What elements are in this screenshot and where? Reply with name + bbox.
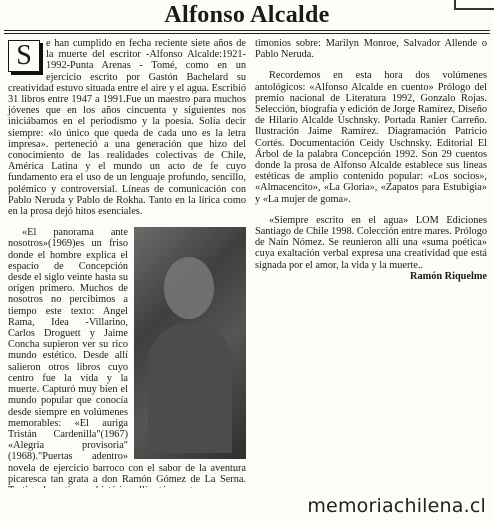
title-rule-bottom — [4, 33, 490, 34]
portrait-image — [134, 227, 246, 459]
author-byline: Ramón Riquelme — [410, 270, 487, 282]
portrait-photo — [134, 227, 246, 459]
paragraph-antologias: Recordemos en esta hora dos volúmenes antológicos: «Alfonso Alcalde en cuento» Prólogo del premio nacional de Literatura 1992, Gonzalo Rojas. Selección, biografía y edición de Jorge Ramírez, Diseño de Hilario Alcalde Uschnsky. Portada Ranier Carreño. Ilustración Jaime Ramírez. Diagramación Patricio Cortés. Documentación Ceidy Uschnsky. Editorial El Árbol de la palabra Concepción 1992. Son 29 cuentos donde la prosa de Alfonso Alcalde establece sus líneas estéticas de amplio contenido popular: «Los socios», «Almacencito», «La Gloria», «Zapatos para Estubigia» y «La mujer de goma». — [255, 70, 487, 205]
paragraph-intro-text: e han cumplido en fecha reciente siete años de la muerte del escritor -Alfonso Alcalde:1921-1992-Punta Arenas - Tomé, como en un ejercicio escrito por Gastón Bachelard su creatividad estuvo situada entre el aire y el agua. Escribió 31 libros entre 1947 a 1991.Fue un maestro para muchos jóvenes que en los años cincuenta y siguientes nos iniciábamos en el periodismo y la poesía. Solía decir siempre: «lo único que queda de cada uno es la letra impresa». perteneció a una generación que hizo del conocimiento de las realidades colectivas de Chile, América Latina y el mundo un acto de fe cuyo fundamento era el uso de un lenguaje profundo, sencillo, polémico y controversial. Líneas de comunicación con Pablo Neruda y Pablo de Rokha. Tanto en la lírica como en la prosa dejó hitos esenciales. — [8, 38, 246, 218]
paragraph-intro — [8, 38, 246, 217]
article-title: Alfonso Alcalde — [164, 2, 330, 28]
drop-cap: S — [8, 40, 40, 72]
paragraph-siempre-escrito: «Siempre escrito en el agua» LOM Ediciones Santiago de Chile 1998. Colección entre mares. Prólogo de Naín Nómez. Se reunieron allí una «suma poética» cuya exaltación verbal expresa una creatividad que está signada por el amor, la vida y la muerte.. — [255, 214, 487, 271]
paragraph-panorama — [8, 227, 246, 496]
left-column — [8, 38, 246, 496]
paragraph-panorama-text: «El panorama ante nosotros»(1969)es un friso donde el hombre explica el espacio de Concepción desde el siglo veinte hasta su origen primero. Muchos de nosotros no percibimos a tiempo este texto: Angel Rama, Idea -Villarino, Carlos Droguett y Jaime Concha supieron ver su rico mundo estético. Desde allí salieron otros libros cuyo centro fue la vida y la muerte. Capturó muy bien el mundo popular que conocía desde siempre en volúmenes memorables: «El auriga Tristán Cardenilla"(1967) «Alegría provisoria" (1968)."Puertas adentro» novela de ejercicio barroco con el sabor de la aventura picaresca tan grata a don Ramón Gómez de La Serna. — [8, 227, 246, 485]
title-rule-top — [4, 30, 490, 31]
source-watermark: memoriachilena.cl — [307, 495, 486, 517]
paragraph-testimonios: timonios sobre: Marilyn Monroe, Salvador Allende o Pablo Neruda. — [255, 38, 487, 61]
right-column — [255, 38, 487, 282]
